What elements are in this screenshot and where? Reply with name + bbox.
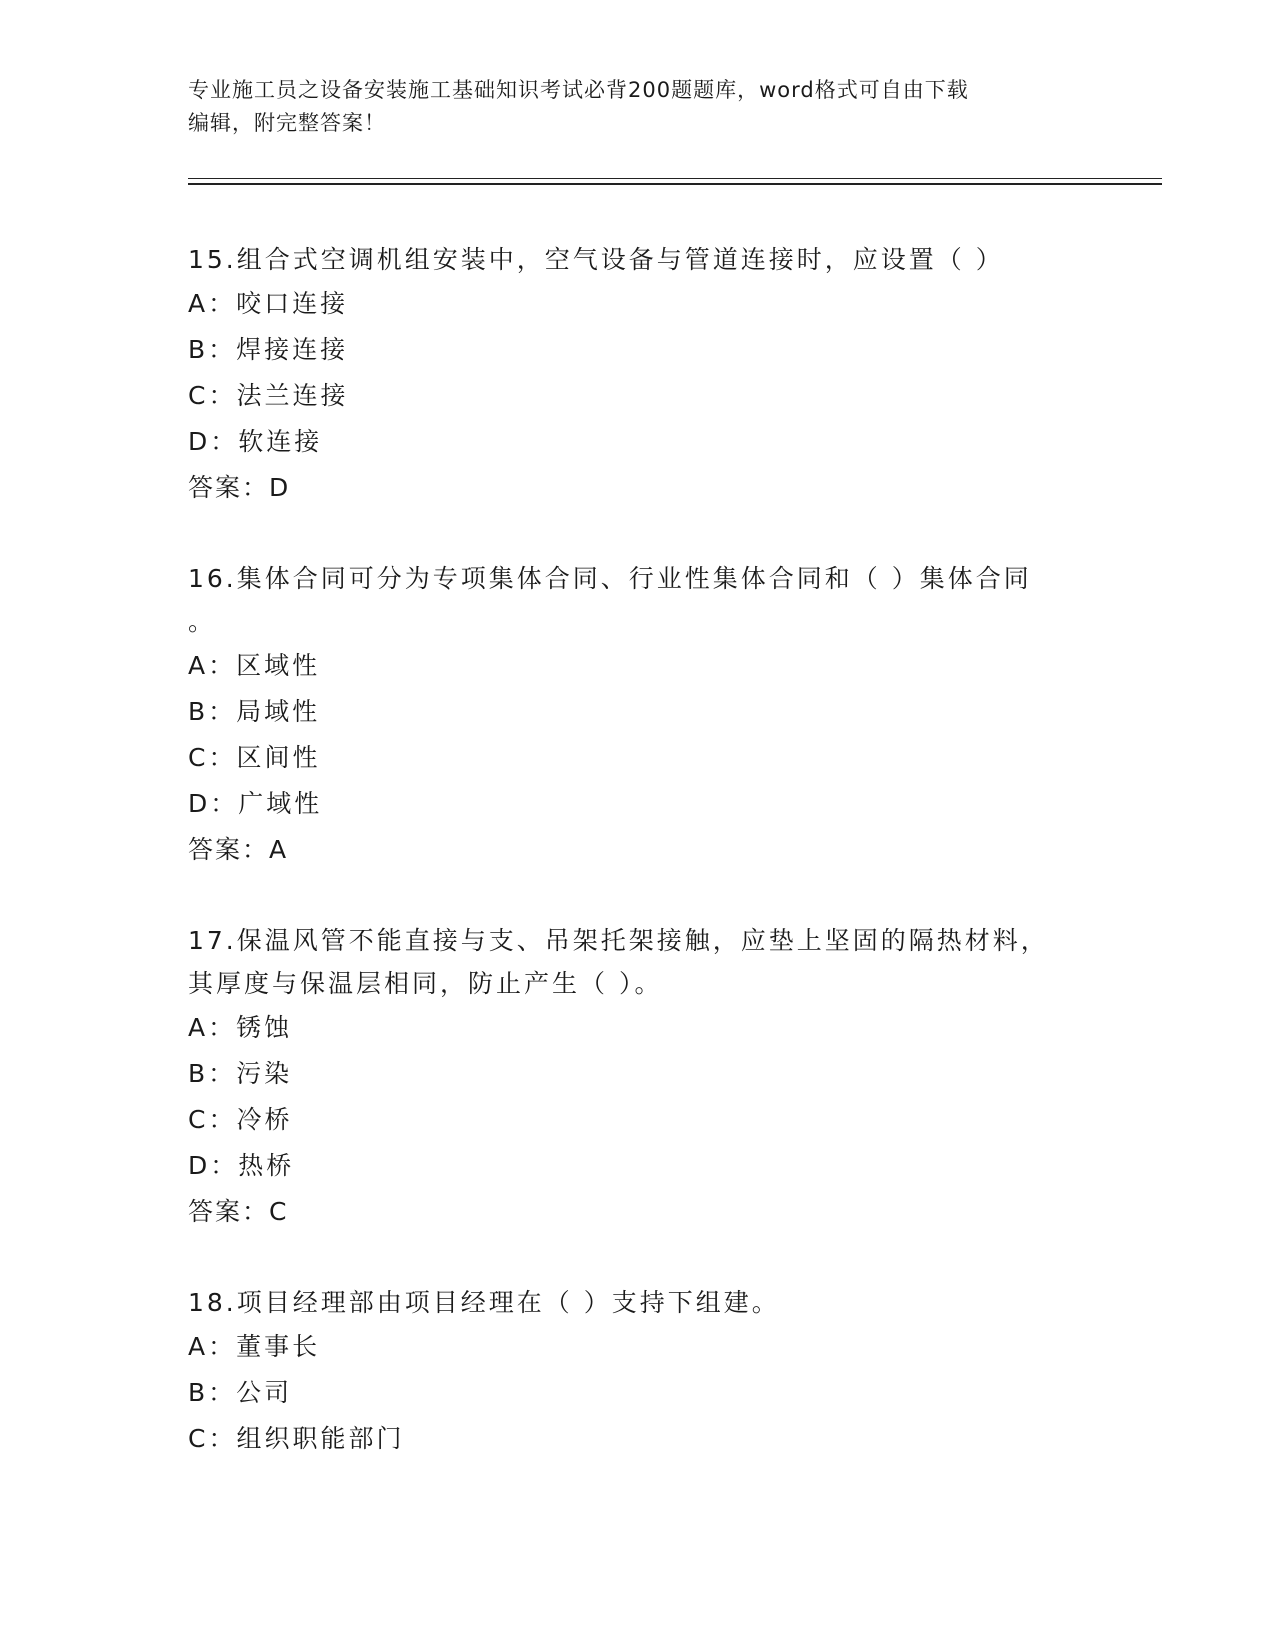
question-list xyxy=(188,238,1088,1508)
answer: 答案：D xyxy=(188,473,291,502)
option-b: B：公司 xyxy=(188,1378,293,1407)
option-d: D：热桥 xyxy=(188,1151,295,1180)
option-d: D：软连接 xyxy=(188,427,323,456)
option-b: B：局域性 xyxy=(188,697,321,726)
option-c: C：组织职能部门 xyxy=(188,1424,405,1453)
answer: 答案：C xyxy=(188,1197,289,1226)
option-a: A：董事长 xyxy=(188,1332,321,1361)
option-a: A：咬口连接 xyxy=(188,289,349,318)
option-c: C：冷桥 xyxy=(188,1105,293,1134)
option-b: B：焊接连接 xyxy=(188,335,349,364)
question-stem: 17.保温风管不能直接与支、吊架托架接触，应垫上坚固的隔热材料， xyxy=(188,926,1049,955)
option-c: C：法兰连接 xyxy=(188,381,349,410)
answer: 答案：A xyxy=(188,835,289,864)
header-title-line1: 专业施工员之设备安装施工基础知识考试必背200题题库，word格式可自由下载 xyxy=(188,78,969,102)
question-stem: 15.组合式空调机组安装中，空气设备与管道连接时，应设置（ ） xyxy=(188,245,1004,274)
question-stem-continued: 其厚度与保温层相同，防止产生（ ）。 xyxy=(188,969,663,998)
question-stem: 18.项目经理部由项目经理在（ ）支持下组建。 xyxy=(188,1288,780,1317)
header-title-line2: 编辑，附完整答案！ xyxy=(188,111,386,135)
question-stem-continued: 。 xyxy=(188,607,217,636)
option-a: A：锈蚀 xyxy=(188,1013,293,1042)
question-16 xyxy=(188,557,1088,873)
document-header xyxy=(188,74,1088,140)
header-divider-thin xyxy=(188,178,1162,179)
option-a: A：区域性 xyxy=(188,651,321,680)
question-17 xyxy=(188,919,1088,1235)
option-d: D：广域性 xyxy=(188,789,323,818)
option-c: C：区间性 xyxy=(188,743,321,772)
question-15 xyxy=(188,238,1088,511)
question-18 xyxy=(188,1281,1088,1462)
option-b: B：污染 xyxy=(188,1059,293,1088)
header-divider-thick xyxy=(188,183,1162,185)
question-stem: 16.集体合同可分为专项集体合同、行业性集体合同和（ ）集体合同 xyxy=(188,564,1032,593)
